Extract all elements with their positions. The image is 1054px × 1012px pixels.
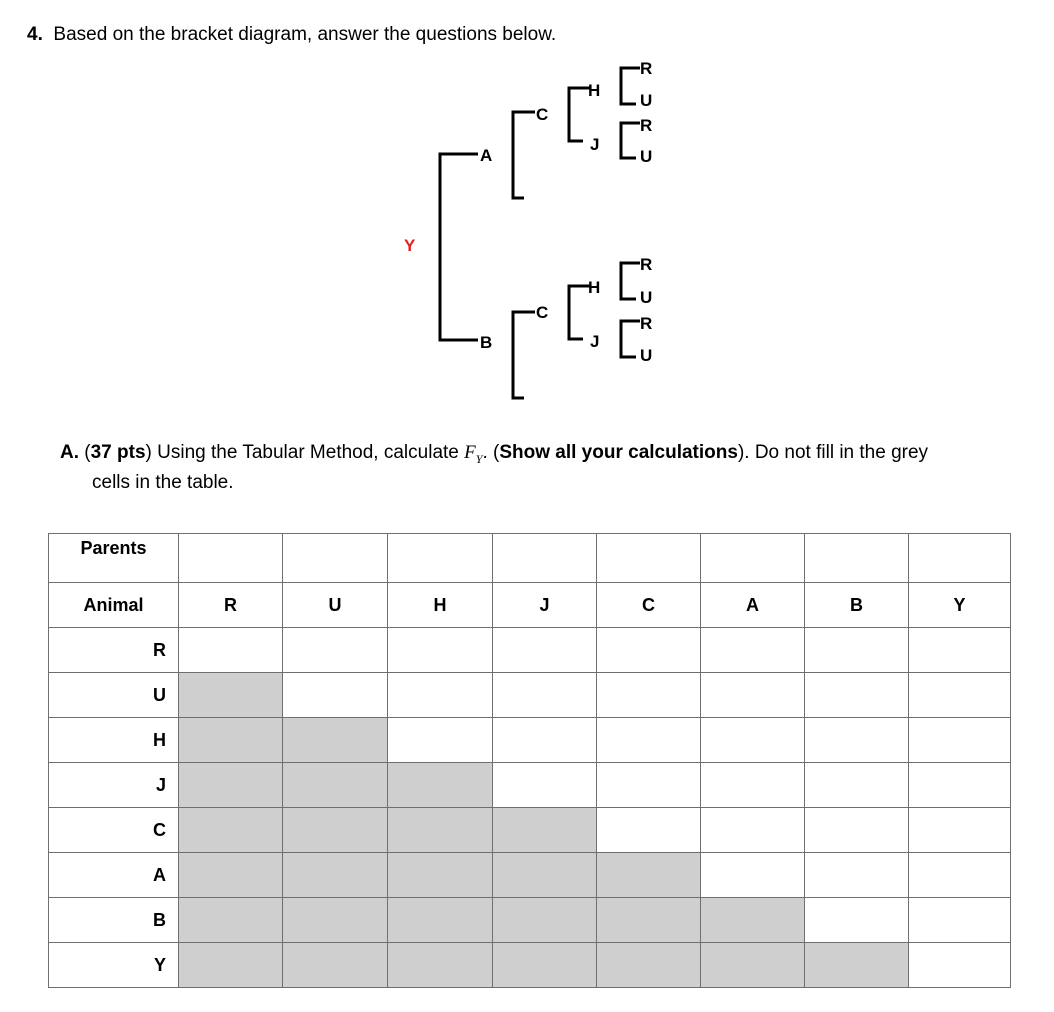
parents-header: Parents (49, 534, 179, 583)
sire-h-bracket (621, 68, 640, 104)
answer-cell[interactable] (388, 628, 493, 673)
dam-h-parent-r: R (640, 255, 653, 274)
question-number: 4. (27, 24, 43, 45)
answer-cell[interactable] (805, 808, 909, 853)
table-row (49, 853, 1011, 898)
answer-cell[interactable] (805, 898, 909, 943)
question-text: Based on the bracket diagram, answer the questions below. (53, 24, 557, 45)
answer-cell[interactable] (493, 628, 597, 673)
answer-cell[interactable] (805, 673, 909, 718)
grey-cell (388, 808, 493, 853)
answer-cell[interactable] (805, 853, 909, 898)
animal-header: Animal (49, 583, 179, 628)
dam-c-label: C (536, 303, 549, 322)
grey-cell (283, 718, 388, 763)
row-header-a: A (49, 853, 179, 898)
grey-cell (179, 853, 283, 898)
answer-cell[interactable] (909, 943, 1011, 988)
answer-cell[interactable] (909, 628, 1011, 673)
grey-cell (179, 763, 283, 808)
sire-h-label: H (588, 81, 601, 100)
grey-cell (283, 808, 388, 853)
answer-cell[interactable] (283, 628, 388, 673)
row-header-r: R (49, 628, 179, 673)
dam-c-bracket (569, 286, 590, 339)
parent-input-cell-a[interactable] (701, 534, 805, 583)
dam-label: B (480, 333, 493, 352)
table-row (49, 943, 1011, 988)
parent-input-cell-u[interactable] (283, 534, 388, 583)
column-header-a: A (701, 583, 805, 628)
answer-cell[interactable] (597, 763, 701, 808)
grey-cell (179, 808, 283, 853)
answer-cell[interactable] (909, 718, 1011, 763)
column-header-u: U (283, 583, 388, 628)
dam-bracket (513, 312, 535, 398)
parent-input-cell-h[interactable] (388, 534, 493, 583)
table-row (49, 673, 1011, 718)
answer-cell[interactable] (493, 718, 597, 763)
answer-cell[interactable] (597, 673, 701, 718)
sire-c-bracket (569, 88, 590, 141)
answer-cell[interactable] (493, 763, 597, 808)
grey-cell (179, 718, 283, 763)
show-calculations: Show all your calculations (499, 442, 738, 463)
sire-h-parent-u: U (640, 91, 653, 110)
answer-cell[interactable] (701, 853, 805, 898)
grey-cell (179, 943, 283, 988)
answer-cell[interactable] (597, 808, 701, 853)
parent-input-cell-r[interactable] (179, 534, 283, 583)
dam-j-parent-r: R (640, 314, 653, 333)
row-header-h: H (49, 718, 179, 763)
tabular-method-table (48, 533, 1011, 988)
grey-cell (283, 898, 388, 943)
grey-cell (283, 853, 388, 898)
column-header-h: H (388, 583, 493, 628)
grey-cell (597, 943, 701, 988)
parent-input-cell-c[interactable] (597, 534, 701, 583)
sire-h-parent-r: R (640, 59, 653, 78)
bracket-diagram (0, 0, 1054, 420)
sire-j-parent-r: R (640, 116, 653, 135)
grey-cell (388, 853, 493, 898)
grey-cell (388, 943, 493, 988)
grey-cell (283, 943, 388, 988)
dam-h-parent-u: U (640, 288, 653, 307)
sire-j-bracket (621, 123, 640, 158)
grey-cell (388, 898, 493, 943)
answer-cell[interactable] (909, 853, 1011, 898)
grey-cell (179, 673, 283, 718)
answer-cell[interactable] (597, 718, 701, 763)
dam-j-parent-u: U (640, 346, 653, 365)
grey-cell (388, 763, 493, 808)
column-header-r: R (179, 583, 283, 628)
answer-cell[interactable] (701, 718, 805, 763)
grey-cell (597, 853, 701, 898)
table-row (49, 898, 1011, 943)
answer-cell[interactable] (909, 763, 1011, 808)
answer-cell[interactable] (388, 718, 493, 763)
sire-bracket (513, 112, 535, 198)
part-a-line2: cells in the table. (92, 471, 234, 493)
answer-cell[interactable] (388, 673, 493, 718)
grey-cell (493, 853, 597, 898)
animal-row (49, 583, 1011, 628)
dam-j-label: J (590, 332, 600, 351)
row-header-y: Y (49, 943, 179, 988)
table-row (49, 763, 1011, 808)
sire-c-label: C (536, 105, 549, 124)
column-header-j: J (493, 583, 597, 628)
row-header-j: J (49, 763, 179, 808)
dam-h-bracket (621, 263, 640, 299)
answer-cell[interactable] (179, 628, 283, 673)
table-row (49, 808, 1011, 853)
grey-cell (493, 943, 597, 988)
answer-cell[interactable] (283, 673, 388, 718)
row-header-c: C (49, 808, 179, 853)
answer-cell[interactable] (805, 763, 909, 808)
parents-row (49, 534, 1011, 583)
answer-cell[interactable] (909, 808, 1011, 853)
parent-input-cell-j[interactable] (493, 534, 597, 583)
root-bracket (440, 154, 478, 340)
column-header-b: B (805, 583, 909, 628)
part-a-instructions: A. (37 pts) Using the Tabular Method, calculate $F_Y$. (Show all your calculations). Do not fill in the grey cells in the table. (60, 441, 1020, 494)
answer-cell[interactable] (909, 898, 1011, 943)
dam-j-bracket (621, 321, 640, 357)
answer-cell[interactable] (701, 673, 805, 718)
part-a-label: A. (60, 442, 79, 463)
table-row (49, 718, 1011, 763)
grey-cell (597, 898, 701, 943)
column-header-c: C (597, 583, 701, 628)
grey-cell (701, 943, 805, 988)
grey-cell (493, 898, 597, 943)
answer-cell[interactable] (701, 808, 805, 853)
fy-symbol: $F_Y$ (464, 442, 483, 466)
answer-cell[interactable] (597, 628, 701, 673)
grey-cell (283, 763, 388, 808)
row-header-u: U (49, 673, 179, 718)
grey-cell (701, 898, 805, 943)
answer-cell[interactable] (805, 628, 909, 673)
sire-j-parent-u: U (640, 147, 653, 166)
answer-cell[interactable] (701, 763, 805, 808)
sire-label: A (480, 146, 493, 165)
dam-h-label: H (588, 278, 601, 297)
parent-input-cell-b[interactable] (805, 534, 909, 583)
answer-cell[interactable] (909, 673, 1011, 718)
root-label: Y (404, 236, 416, 255)
answer-cell[interactable] (805, 718, 909, 763)
points: 37 pts (90, 442, 146, 463)
sire-j-label: J (590, 135, 600, 154)
grey-cell (805, 943, 909, 988)
grey-cell (179, 898, 283, 943)
table-row (49, 628, 1011, 673)
grey-cell (493, 808, 597, 853)
answer-cell[interactable] (493, 673, 597, 718)
answer-cell[interactable] (701, 628, 805, 673)
column-header-y: Y (909, 583, 1011, 628)
parent-input-cell-y[interactable] (909, 534, 1011, 583)
row-header-b: B (49, 898, 179, 943)
